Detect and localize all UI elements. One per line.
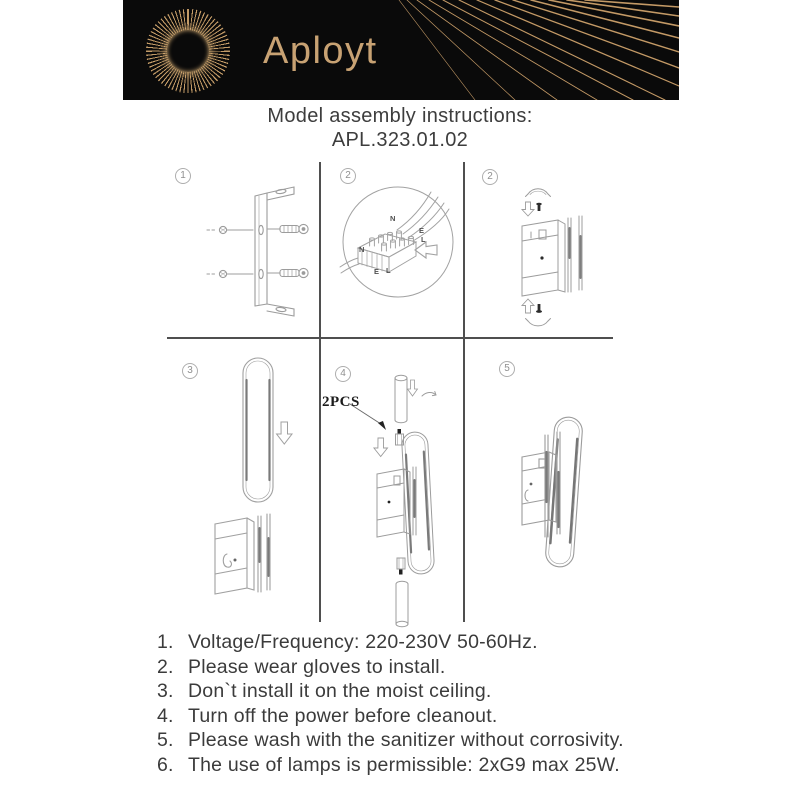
pcs-callout-label: 2PCS [322, 394, 360, 410]
item-number: 1. [157, 631, 174, 653]
list-item [157, 753, 677, 778]
panel-3-drawing-exploded [495, 178, 630, 330]
divider-horizontal [167, 337, 613, 339]
page-title [0, 105, 800, 152]
item-text: Please wash with the sanitizer without corrosivity. [188, 729, 624, 752]
wire-label-n-top: N [390, 214, 396, 223]
item-number: 6. [157, 753, 174, 776]
wire-label-l-right: L [421, 235, 426, 244]
item-number: 3. [157, 680, 174, 703]
corner-rays-icon [389, 0, 679, 100]
item-text: The use of lamps is permissible: 2xG9 max 25W. [188, 753, 620, 776]
item-text: Don`t install it on the moist ceiling. [188, 680, 492, 703]
list-item [157, 655, 677, 680]
wire-label-l-block: L [386, 266, 391, 275]
sunburst-logo-icon [146, 9, 230, 93]
panel-4-drawing-frame [175, 352, 317, 610]
brand-name: Aployt [263, 30, 378, 72]
list-item [157, 630, 677, 655]
item-text: Voltage/Frequency: 220-230V 50-60Hz. [188, 631, 538, 653]
wire-label-e-block: E [374, 267, 380, 276]
title-line-1: Model assembly instructions: [267, 105, 533, 127]
list-item [157, 728, 677, 753]
panel-4-number: 3 [182, 363, 198, 379]
panel-2-number: 2 [340, 168, 356, 184]
item-text: Turn off the power before cleanout. [188, 704, 498, 727]
title-line-2: APL.323.01.02 [331, 128, 469, 151]
wire-label-e-right: E [419, 226, 425, 235]
brand-header [123, 0, 679, 100]
panel-5-number: 4 [335, 366, 351, 382]
panel-6-number: 5 [499, 361, 515, 377]
wire-label-n-block: N [359, 245, 365, 254]
list-item [157, 679, 677, 704]
panel-6-drawing-assembled [465, 352, 630, 592]
item-number: 2. [157, 655, 174, 678]
panel-2-drawing-wiring [333, 178, 461, 318]
panel-3-number: 2 [482, 169, 498, 185]
item-number: 4. [157, 704, 174, 727]
item-text: Please wear gloves to install. [188, 655, 446, 678]
panel-1-number: 1 [175, 168, 191, 184]
list-item [157, 704, 677, 729]
instructions-list [157, 630, 677, 778]
panel-1-drawing-bracket [195, 178, 335, 320]
item-number: 5. [157, 729, 174, 752]
